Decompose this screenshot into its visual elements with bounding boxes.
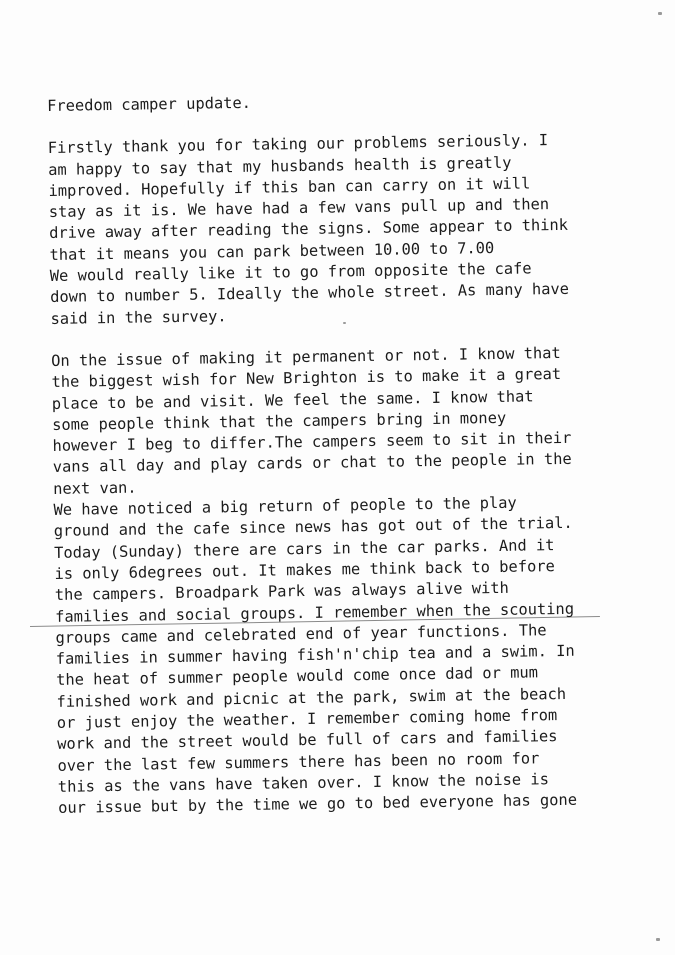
text-line: over the last few summers there has been no room for (57, 748, 540, 775)
text-line: the biggest wish for New Brighton is to make it a great (51, 365, 562, 392)
text-line: this as the vans have taken over. I know the noise is (57, 770, 550, 796)
scan-speck (658, 12, 662, 15)
text-line: stay as it is. We have had a few vans pull up and then (48, 195, 550, 222)
text-line: We would really like it to go from opposite the cafe (49, 259, 532, 286)
text-line: drive away after reading the signs. Some appear to think (49, 216, 569, 243)
text-line: the heat of summer people would come once dad or mum (56, 663, 539, 690)
text-line: down to number 5. Ideally the whole street. As many have (50, 280, 570, 307)
text-line: We have noticed a big return of people to the play (53, 493, 517, 519)
text-line: families and social groups. I remember when the scouting (55, 599, 575, 626)
scan-speck (656, 938, 660, 941)
text-line: is only 6degrees out. It makes me think back to before (54, 557, 555, 583)
text-line: however I beg to differ.The campers seem to sit in their (52, 428, 572, 456)
text-line: Today (Sunday) there are cars in the car parks. And it (54, 535, 555, 562)
text-line: improved. Hopefully if this ban can carry on it will (48, 174, 531, 200)
text-line: families in summer having fish'n'chip tea and a swim. In (55, 641, 575, 669)
text-line: work and the street would be full of cars and families (57, 727, 558, 754)
text-line: that it means you can park between 10.00 to 7.00 (49, 238, 495, 264)
text-line: finished work and picnic at the park, swim at the beach (56, 684, 567, 711)
text-line: next van. (53, 478, 137, 498)
text-line: ground and the cafe since news has got out of the trial. (53, 514, 573, 541)
paragraph-2 (51, 342, 658, 820)
text-line: some people think that the campers bring in money (52, 408, 507, 434)
text-line: On the issue of making it permanent or not. I know that (51, 343, 561, 370)
text-line: or just enjoy the weather. I remember coming home from (56, 706, 558, 732)
paragraph-1 (48, 129, 651, 330)
text-line: vans all day and play cards or chat to the people in the (52, 450, 572, 477)
text-line: groups came and celebrated end of year functions. The (55, 621, 547, 647)
text-line: said in the survey. (50, 306, 227, 328)
text-line: place to be and visit. We feel the same. I know that (51, 386, 534, 413)
text-line: Firstly thank you for taking our problems seriously. I (47, 131, 549, 158)
letter-title: Freedom camper update. (47, 93, 252, 115)
text-line: our issue but by the time we go to bed everyone has gone (58, 790, 578, 818)
text-line: am happy to say that my husbands health is greatly (48, 153, 512, 179)
text-line: the campers. Broadpark Park was always alive with (54, 579, 509, 605)
letter-body (47, 87, 658, 820)
